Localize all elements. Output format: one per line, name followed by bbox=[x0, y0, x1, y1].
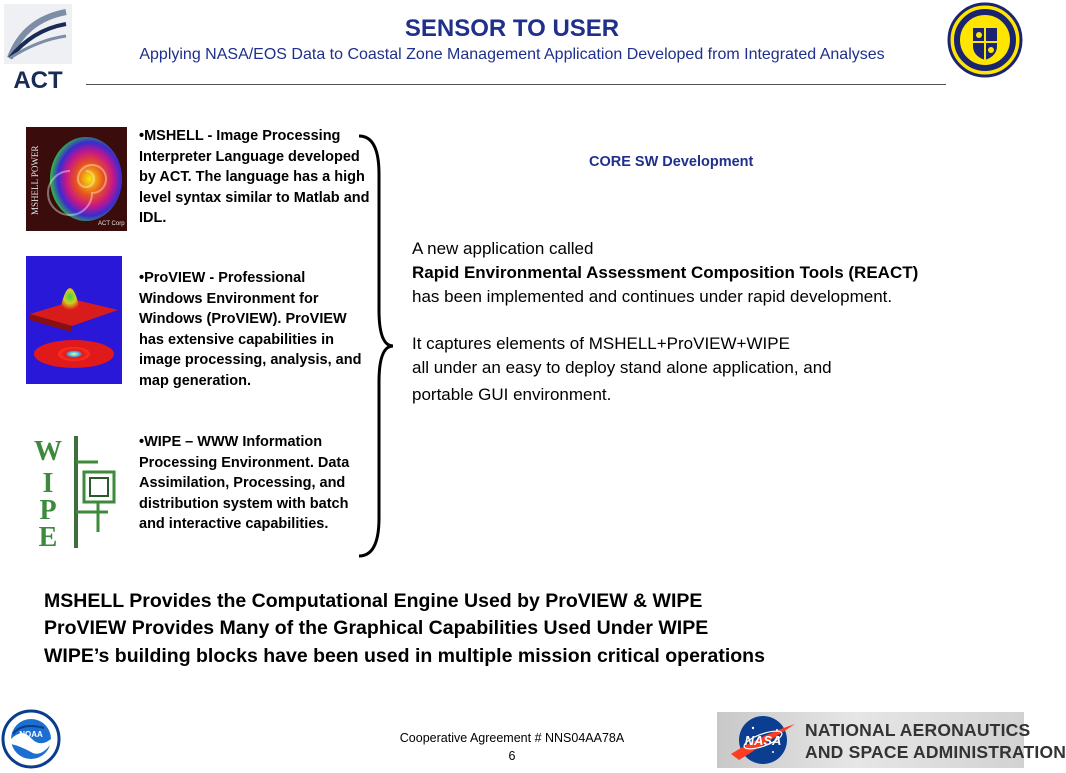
react-name-text: Rapid Environmental Assessment Composition Tools (REACT) bbox=[412, 263, 919, 282]
react-intro-text: A new application called bbox=[412, 239, 594, 258]
summary-line-3: WIPE’s building blocks have been used in multiple mission critical operations bbox=[44, 645, 765, 667]
mshell-caption: MSHELL POWER bbox=[30, 145, 40, 215]
page-subtitle: Applying NASA/EOS Data to Coastal Zone Management Application Developed from Integrated Analyses bbox=[139, 46, 885, 63]
bullet-mshell: •MSHELL - Image Processing Interpreter Language developed by ACT. The language has a high level syntax similar to Matlab and IDL. bbox=[139, 128, 370, 226]
nasa-meatball-icon bbox=[729, 714, 797, 766]
nasa-name-line-2: AND SPACE ADMINISTRATION bbox=[805, 742, 1066, 762]
summary-line-1: MSHELL Provides the Computational Engine Used by ProVIEW & WIPE bbox=[44, 590, 703, 612]
noaa-logo-text: NOAA bbox=[19, 730, 43, 739]
bullet-wipe: •WIPE – WWW Information Processing Environment. Data Assimilation, Processing, and distribution system with batch and interactive capabilities. bbox=[139, 434, 350, 532]
header-divider bbox=[86, 84, 946, 85]
svg-text:I: I bbox=[42, 468, 54, 499]
svg-text:W: W bbox=[34, 436, 62, 467]
act-logo-text: ACT bbox=[13, 67, 63, 94]
nasa-banner bbox=[717, 712, 1066, 768]
proview-surface-image bbox=[26, 256, 122, 384]
captures-line-1: It captures elements of MSHELL+ProVIEW+WIPE bbox=[412, 334, 790, 353]
summary-line-2: ProVIEW Provides Many of the Graphical Capabilities Used Under WIPE bbox=[44, 617, 709, 639]
wipe-logo-image bbox=[28, 432, 120, 552]
bullet-proview: •ProVIEW - Professional Windows Environment for Windows (ProVIEW). ProVIEW has extensive capabilities in image processing, analysis, and map generation. bbox=[139, 270, 362, 389]
page-number: 6 bbox=[508, 749, 516, 763]
mshell-corner-text: ACT Corp bbox=[98, 221, 125, 227]
noaa-logo-icon bbox=[0, 708, 62, 768]
mshell-nautilus-image bbox=[26, 127, 127, 231]
nasa-name-line-1: NATIONAL AERONAUTICS bbox=[805, 720, 1031, 740]
captures-line-3: portable GUI environment. bbox=[412, 385, 612, 404]
react-status-text: has been implemented and continues under rapid development. bbox=[412, 287, 893, 306]
cooperative-agreement: Cooperative Agreement # NNS04AA78A bbox=[399, 731, 625, 745]
page-title: SENSOR TO USER bbox=[404, 15, 620, 42]
nasa-logo-text: NASA bbox=[744, 733, 782, 748]
svg-text:E: E bbox=[38, 522, 58, 553]
svg-text:P: P bbox=[39, 495, 57, 526]
right-curly-brace bbox=[355, 134, 395, 558]
captures-line-2: all under an easy to deploy stand alone application, and bbox=[412, 358, 832, 377]
core-sw-heading: CORE SW Development bbox=[589, 154, 754, 170]
nrl-seal-icon bbox=[945, 2, 1025, 78]
